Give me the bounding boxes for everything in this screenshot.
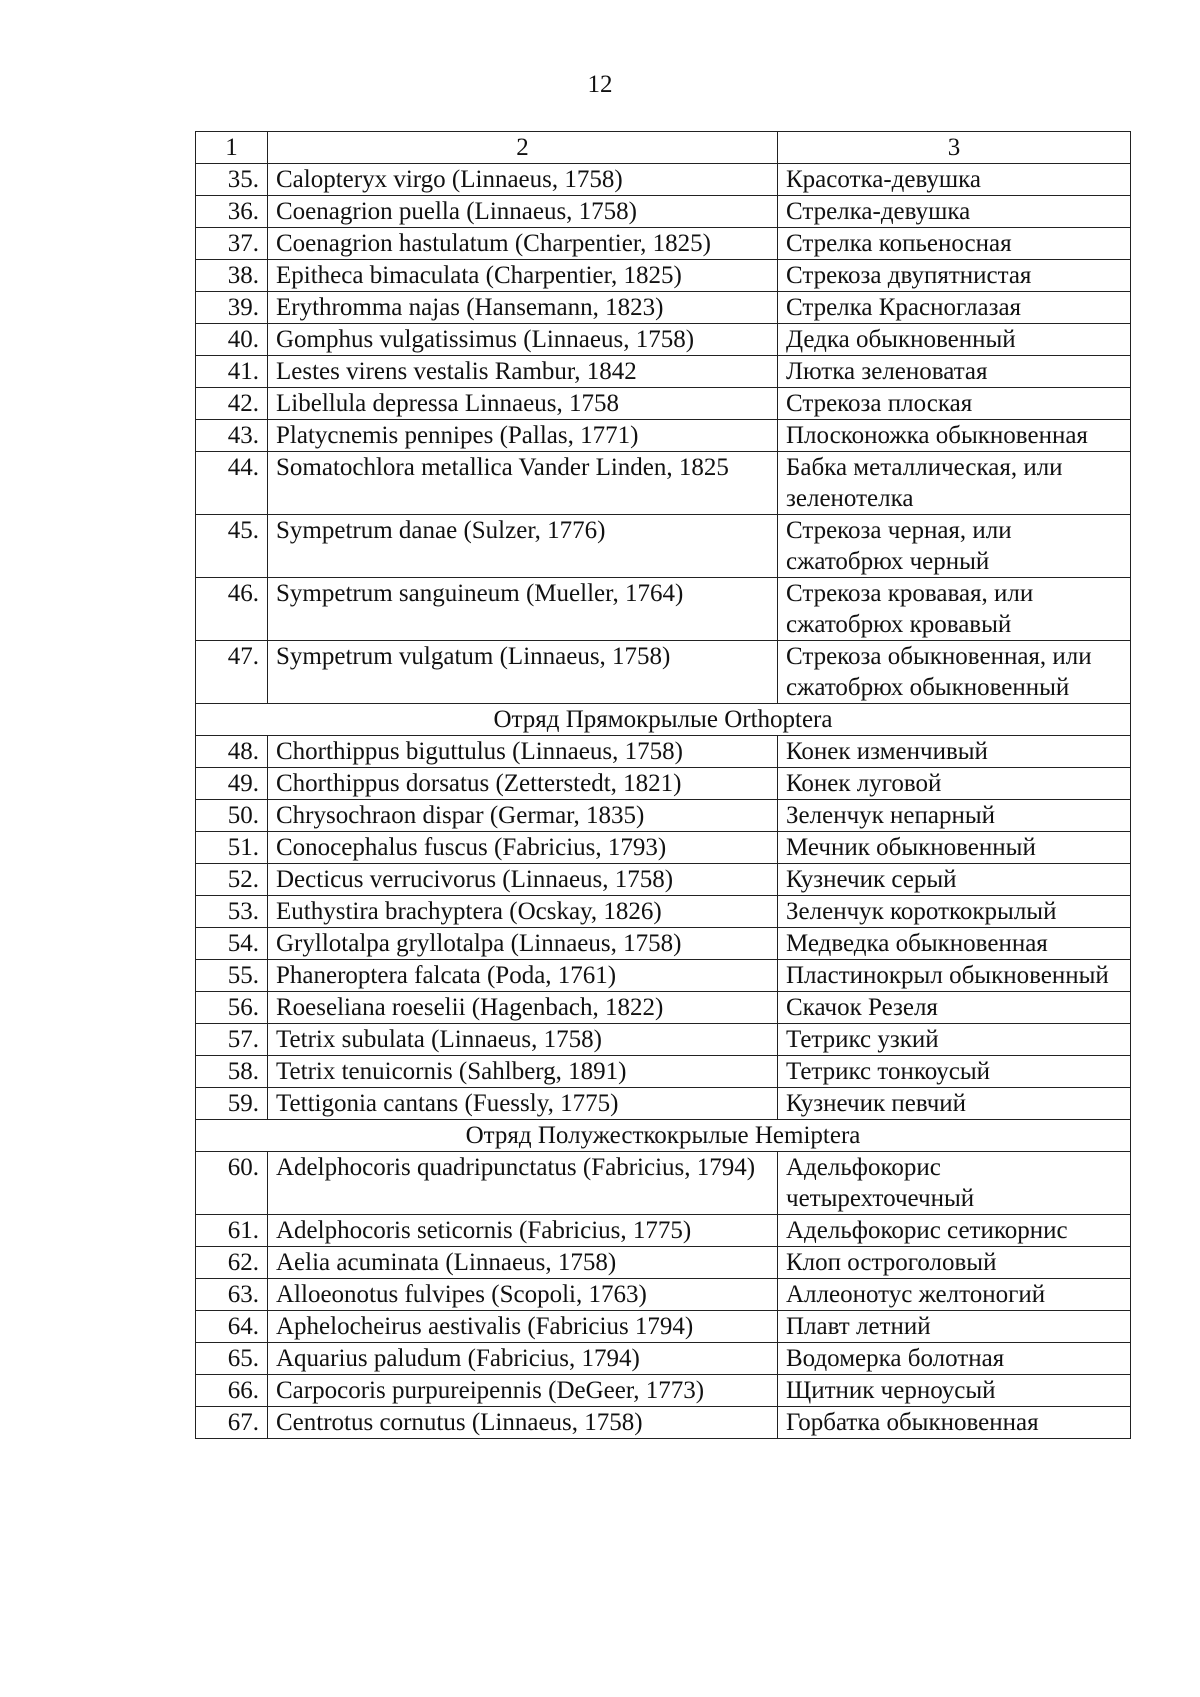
scientific-name: Decticus verrucivorus (Linnaeus, 1758) xyxy=(268,864,778,896)
row-number: 50. xyxy=(196,800,268,832)
row-number: 51. xyxy=(196,832,268,864)
scientific-name: Phaneroptera falcata (Poda, 1761) xyxy=(268,960,778,992)
page-number: 12 xyxy=(587,71,613,98)
scientific-name: Sympetrum vulgatum (Linnaeus, 1758) xyxy=(268,641,778,704)
russian-name: Стрекоза черная, или сжатобрюх черный xyxy=(778,515,1131,578)
russian-name: Дедка обыкновенный xyxy=(778,324,1131,356)
row-number: 46. xyxy=(196,578,268,641)
row-number: 38. xyxy=(196,260,268,292)
table-row xyxy=(196,960,1131,992)
russian-name: Зеленчук непарный xyxy=(778,800,1131,832)
column-header-scientific-name: 2 xyxy=(268,132,778,164)
scientific-name: Tetrix subulata (Linnaeus, 1758) xyxy=(268,1024,778,1056)
table-row xyxy=(196,196,1131,228)
table-row xyxy=(196,896,1131,928)
scientific-name: Platycnemis pennipes (Pallas, 1771) xyxy=(268,420,778,452)
scientific-name: Chrysochraon dispar (Germar, 1835) xyxy=(268,800,778,832)
table-row xyxy=(196,1407,1131,1439)
scientific-name: Libellula depressa Linnaeus, 1758 xyxy=(268,388,778,420)
scientific-name: Adelphocoris seticornis (Fabricius, 1775) xyxy=(268,1215,778,1247)
scientific-name: Calopteryx virgo (Linnaeus, 1758) xyxy=(268,164,778,196)
table-row xyxy=(196,864,1131,896)
header-row xyxy=(196,132,1131,164)
table-row xyxy=(196,1024,1131,1056)
table-row xyxy=(196,164,1131,196)
row-number: 49. xyxy=(196,768,268,800)
table-row xyxy=(196,452,1131,515)
scientific-name: Alloeonotus fulvipes (Scopoli, 1763) xyxy=(268,1279,778,1311)
species-table xyxy=(195,131,1131,1439)
russian-name: Медведка обыкновенная xyxy=(778,928,1131,960)
row-number: 61. xyxy=(196,1215,268,1247)
russian-name: Стрелка копьеносная xyxy=(778,228,1131,260)
russian-name: Красотка-девушка xyxy=(778,164,1131,196)
russian-name: Стрекоза обыкновенная, или сжатобрюх обыкновенный xyxy=(778,641,1131,704)
russian-name: Горбатка обыкновенная xyxy=(778,1407,1131,1439)
russian-name: Стрекоза кровавая, или сжатобрюх кровавый xyxy=(778,578,1131,641)
table-row xyxy=(196,1215,1131,1247)
row-number: 45. xyxy=(196,515,268,578)
table-row xyxy=(196,1311,1131,1343)
table-row xyxy=(196,800,1131,832)
row-number: 41. xyxy=(196,356,268,388)
russian-name: Конек луговой xyxy=(778,768,1131,800)
russian-name: Кузнечик певчий xyxy=(778,1088,1131,1120)
row-number: 39. xyxy=(196,292,268,324)
row-number: 67. xyxy=(196,1407,268,1439)
russian-name: Тетрикс тонкоусый xyxy=(778,1056,1131,1088)
row-number: 63. xyxy=(196,1279,268,1311)
row-number: 47. xyxy=(196,641,268,704)
table-row xyxy=(196,324,1131,356)
scientific-name: Erythromma najas (Hansemann, 1823) xyxy=(268,292,778,324)
table-row xyxy=(196,1088,1131,1120)
scientific-name: Aelia acuminata (Linnaeus, 1758) xyxy=(268,1247,778,1279)
table-row xyxy=(196,1152,1131,1215)
russian-name: Щитник черноусый xyxy=(778,1375,1131,1407)
scientific-name: Coenagrion puella (Linnaeus, 1758) xyxy=(268,196,778,228)
russian-name: Кузнечик серый xyxy=(778,864,1131,896)
row-number: 44. xyxy=(196,452,268,515)
table-row xyxy=(196,292,1131,324)
row-number: 35. xyxy=(196,164,268,196)
row-number: 53. xyxy=(196,896,268,928)
table-row xyxy=(196,515,1131,578)
scientific-name: Aphelocheirus aestivalis (Fabricius 1794) xyxy=(268,1311,778,1343)
scientific-name: Adelphocoris quadripunctatus (Fabricius, 1794) xyxy=(268,1152,778,1215)
scientific-name: Gryllotalpa gryllotalpa (Linnaeus, 1758) xyxy=(268,928,778,960)
russian-name: Водомерка болотная xyxy=(778,1343,1131,1375)
table-row xyxy=(196,1343,1131,1375)
scientific-name: Centrotus cornutus (Linnaeus, 1758) xyxy=(268,1407,778,1439)
scientific-name: Roeseliana roeselii (Hagenbach, 1822) xyxy=(268,992,778,1024)
table-row xyxy=(196,641,1131,704)
row-number: 64. xyxy=(196,1311,268,1343)
row-number: 37. xyxy=(196,228,268,260)
scientific-name: Somatochlora metallica Vander Linden, 1825 xyxy=(268,452,778,515)
russian-name: Конек изменчивый xyxy=(778,736,1131,768)
scientific-name: Tettigonia cantans (Fuessly, 1775) xyxy=(268,1088,778,1120)
table-row xyxy=(196,832,1131,864)
row-number: 56. xyxy=(196,992,268,1024)
row-number: 48. xyxy=(196,736,268,768)
table-row xyxy=(196,736,1131,768)
russian-name: Аллеонотус желтоногий xyxy=(778,1279,1131,1311)
table-row xyxy=(196,992,1131,1024)
scientific-name: Coenagrion hastulatum (Charpentier, 1825) xyxy=(268,228,778,260)
section-row-orthoptera xyxy=(196,704,1131,736)
scientific-name: Gomphus vulgatissimus (Linnaeus, 1758) xyxy=(268,324,778,356)
table-row xyxy=(196,228,1131,260)
section-heading-hemiptera: Отряд Полужесткокрылые Hemiptera xyxy=(196,1120,1131,1152)
column-header-russian-name: 3 xyxy=(778,132,1131,164)
russian-name: Зеленчук короткокрылый xyxy=(778,896,1131,928)
scientific-name: Chorthippus biguttulus (Linnaeus, 1758) xyxy=(268,736,778,768)
russian-name: Лютка зеленоватая xyxy=(778,356,1131,388)
row-number: 62. xyxy=(196,1247,268,1279)
russian-name: Стрекоза плоская xyxy=(778,388,1131,420)
table-row xyxy=(196,260,1131,292)
table-row xyxy=(196,768,1131,800)
scientific-name: Epitheca bimaculata (Charpentier, 1825) xyxy=(268,260,778,292)
russian-name: Стрелка Красноглазая xyxy=(778,292,1131,324)
russian-name: Клоп остроголовый xyxy=(778,1247,1131,1279)
row-number: 43. xyxy=(196,420,268,452)
row-number: 42. xyxy=(196,388,268,420)
scientific-name: Conocephalus fuscus (Fabricius, 1793) xyxy=(268,832,778,864)
table-row xyxy=(196,578,1131,641)
scientific-name: Tetrix tenuicornis (Sahlberg, 1891) xyxy=(268,1056,778,1088)
scientific-name: Chorthippus dorsatus (Zetterstedt, 1821) xyxy=(268,768,778,800)
russian-name: Скачок Резеля xyxy=(778,992,1131,1024)
table-row xyxy=(196,1056,1131,1088)
table-row xyxy=(196,1375,1131,1407)
section-row-hemiptera xyxy=(196,1120,1131,1152)
scientific-name: Sympetrum danae (Sulzer, 1776) xyxy=(268,515,778,578)
scientific-name: Aquarius paludum (Fabricius, 1794) xyxy=(268,1343,778,1375)
table-row xyxy=(196,388,1131,420)
row-number: 54. xyxy=(196,928,268,960)
row-number: 55. xyxy=(196,960,268,992)
table-row xyxy=(196,1279,1131,1311)
row-number: 52. xyxy=(196,864,268,896)
russian-name: Плосконожка обыкновенная xyxy=(778,420,1131,452)
scientific-name: Sympetrum sanguineum (Mueller, 1764) xyxy=(268,578,778,641)
table-row xyxy=(196,356,1131,388)
scientific-name: Lestes virens vestalis Rambur, 1842 xyxy=(268,356,778,388)
russian-name: Адельфокорис четырехточечный xyxy=(778,1152,1131,1215)
table-row xyxy=(196,420,1131,452)
column-header-number: 1 xyxy=(196,132,268,164)
russian-name: Стрекоза двупятнистая xyxy=(778,260,1131,292)
russian-name: Пластинокрыл обыкновенный xyxy=(778,960,1131,992)
row-number: 60. xyxy=(196,1152,268,1215)
section-heading-orthoptera: Отряд Прямокрылые Orthoptera xyxy=(196,704,1131,736)
table-row xyxy=(196,1247,1131,1279)
russian-name: Тетрикс узкий xyxy=(778,1024,1131,1056)
russian-name: Мечник обыкновенный xyxy=(778,832,1131,864)
row-number: 40. xyxy=(196,324,268,356)
table-row xyxy=(196,928,1131,960)
scientific-name: Euthystira brachyptera (Ocskay, 1826) xyxy=(268,896,778,928)
russian-name: Бабка металлическая, или зеленотелка xyxy=(778,452,1131,515)
row-number: 66. xyxy=(196,1375,268,1407)
row-number: 57. xyxy=(196,1024,268,1056)
scientific-name: Carpocoris purpureipennis (DeGeer, 1773) xyxy=(268,1375,778,1407)
row-number: 65. xyxy=(196,1343,268,1375)
russian-name: Адельфокорис сетикорнис xyxy=(778,1215,1131,1247)
row-number: 59. xyxy=(196,1088,268,1120)
russian-name: Плавт летний xyxy=(778,1311,1131,1343)
row-number: 58. xyxy=(196,1056,268,1088)
row-number: 36. xyxy=(196,196,268,228)
russian-name: Стрелка-девушка xyxy=(778,196,1131,228)
